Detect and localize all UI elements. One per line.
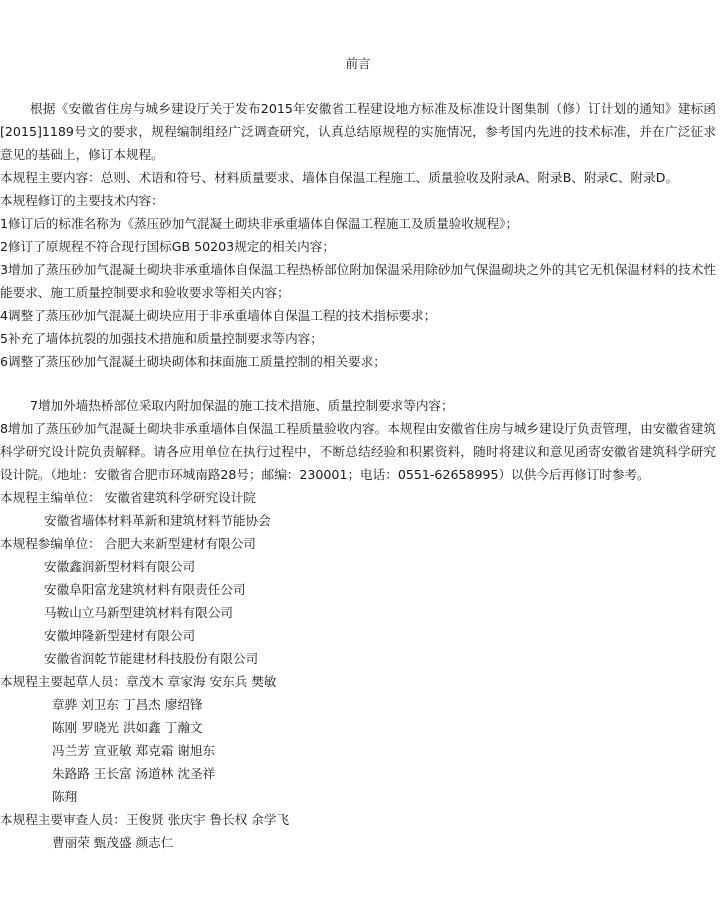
drafter-names: 陈刚 罗晓光 洪如鑫 丁瀚文 xyxy=(52,720,203,735)
revision-item: 8增加了蒸压砂加气混凝土砌块非承重墙体自保温工程质量验收内容。本规程由安徽省住房与城乡建设厅负责管理，由安徽省建筑科学研究设计院负责解释。请各应用单位在执行过程中，不断总结经验和积累资料，随时将建议和意见函寄安徽省建筑科学研究设计院。（地址：安徽省合肥市环城南路28号；邮编：230001；电话：0551-62658995）以供今后再修订时参考。 xyxy=(0,421,716,482)
revision-item: 2修订了原规程不符合现行国标GB 50203规定的相关内容； xyxy=(0,239,335,254)
drafter-names: 朱路路 王长富 汤道林 沈圣祥 xyxy=(52,766,216,781)
intro-paragraph: 根据《安徽省住房与城乡建设厅关于发布2015年安徽省工程建设地方标准及标准设计图集制（修）订计划的通知》建标函[2015]1189号文的要求，规程编制组经广泛调查研究，认真总结原规程的实施情况，参考国内先进的技术标准，并在广泛征求意见的基础上，修订本规程。 xyxy=(0,101,716,162)
reviewer-names: 曹丽荣 甄茂盛 颜志仁 xyxy=(52,835,174,850)
chief-editor-label: 本规程主编单位： xyxy=(0,490,101,505)
reviewer-line xyxy=(0,808,716,831)
document-page xyxy=(0,52,716,854)
drafter-label: 本规程主要起草人员： xyxy=(0,674,126,689)
page-title: 前言 xyxy=(345,56,371,71)
chief-editor-org: 安徽省墙体材料革新和建筑材料节能协会 xyxy=(44,513,271,528)
co-editor-org: 马鞍山立马新型建筑材料有限公司 xyxy=(44,605,233,620)
reviewer-label: 本规程主要审查人员： xyxy=(0,812,126,827)
drafter-names: 冯兰芳 宣亚敏 郑克霜 谢旭东 xyxy=(52,743,216,758)
drafter-line xyxy=(0,670,716,693)
revision-item: 6调整了蒸压砂加气混凝土砌块砌体和抹面施工质量控制的相关要求； xyxy=(0,354,386,369)
co-editor-org: 安徽鑫润新型材料有限公司 xyxy=(44,559,196,574)
drafter-names: 陈翔 xyxy=(52,789,78,804)
chief-editor-line xyxy=(0,486,716,509)
revision-item: 3增加了蒸压砂加气混凝土砌块非承重墙体自保温工程热桥部位附加保温采用除砂加气保温砌块之外的其它无机保温材料的技术性能要求、施工质量控制要求和验收要求等相关内容； xyxy=(0,262,716,300)
revision-item: 5补充了墙体抗裂的加强技术措施和质量控制要求等内容； xyxy=(0,331,323,346)
revision-item: 7增加外墙热桥部位采取内附加保温的施工技术措施、质量控制要求等内容； xyxy=(30,398,454,413)
revision-item: 4调整了蒸压砂加气混凝土砌块应用于非承重墙体自保温工程的技术指标要求； xyxy=(0,308,437,323)
co-editor-org: 合肥大来新型建材有限公司 xyxy=(104,536,256,551)
co-editor-org: 安徽坤隆新型建材有限公司 xyxy=(44,628,196,643)
co-editor-label: 本规程参编单位： xyxy=(0,536,101,551)
chief-editor-org: 安徽省建筑科学研究设计院 xyxy=(104,490,256,505)
co-editor-org: 安徽省润乾节能建材科技股份有限公司 xyxy=(44,651,259,666)
co-editor-line xyxy=(0,532,716,555)
revision-heading: 本规程修订的主要技术内容： xyxy=(0,193,164,208)
reviewer-names: 王俊贤 张庆宇 鲁长权 余学飞 xyxy=(125,812,290,827)
main-content-paragraph: 本规程主要内容：总则、术语和符号、材料质量要求、墙体自保温工程施工、质量验收及附录A、附录B、附录C、附录D。 xyxy=(0,170,679,185)
drafter-names: 章茂木 章家海 安东兵 樊敏 xyxy=(125,674,277,689)
drafter-names: 章骅 刘卫东 丁昌杰 廖绍锋 xyxy=(52,697,203,712)
co-editor-org: 安徽阜阳富龙建筑材料有限责任公司 xyxy=(44,582,246,597)
revision-item: 1修订后的标准名称为《蒸压砂加气混凝土砌块非承重墙体自保温工程施工及质量验收规程》； xyxy=(0,216,519,231)
